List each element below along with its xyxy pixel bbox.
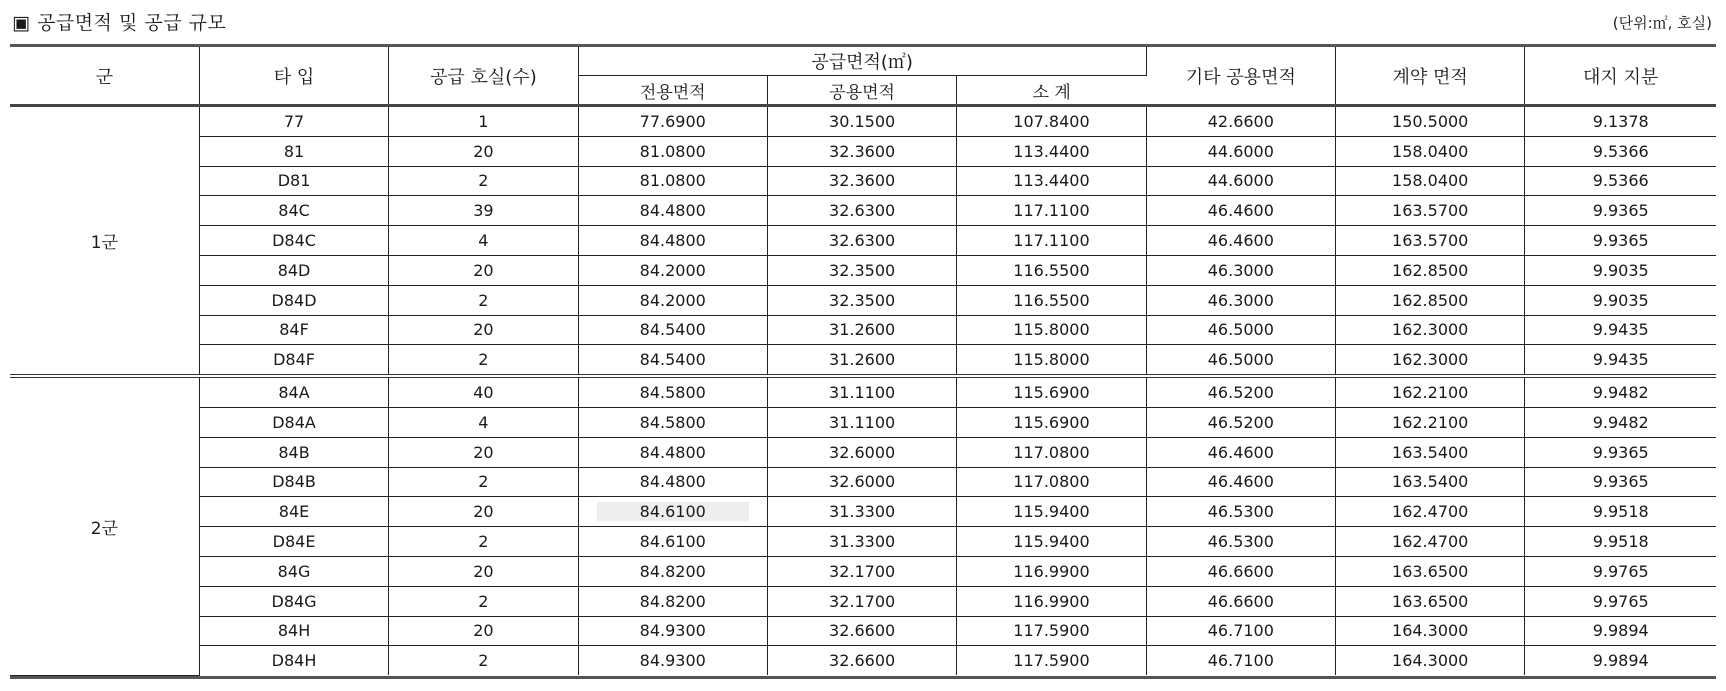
col-header-supply-area: 공급면적(㎡) [578, 47, 1146, 76]
contract-area-cell: 163.6500 [1336, 586, 1525, 616]
type-cell: 84E [199, 497, 388, 527]
units-cell: 2 [389, 345, 578, 376]
col-header-land-share: 대지 지분 [1525, 47, 1716, 106]
group-cell: 1군 [10, 106, 199, 377]
other-common-area-cell: 42.6600 [1146, 106, 1335, 137]
exclusive-area-cell: 84.5800 [578, 376, 767, 407]
common-area-cell: 32.1700 [767, 556, 956, 586]
subtotal-cell: 113.4400 [957, 166, 1146, 196]
common-area-cell: 32.6600 [767, 616, 956, 646]
type-cell: D84A [199, 407, 388, 437]
group-cell: 2군 [10, 376, 199, 675]
units-cell: 2 [389, 166, 578, 196]
subtotal-cell: 113.4400 [957, 136, 1146, 166]
table-row [10, 527, 1716, 557]
subtotal-cell: 117.1100 [957, 226, 1146, 256]
other-common-area-cell: 46.3000 [1146, 285, 1335, 315]
exclusive-area-cell: 84.2000 [578, 285, 767, 315]
table-row [10, 586, 1716, 616]
type-cell: 84D [199, 255, 388, 285]
exclusive-area-cell: 84.2000 [578, 255, 767, 285]
other-common-area-cell: 46.4600 [1146, 467, 1335, 497]
contract-area-cell: 164.3000 [1336, 616, 1525, 646]
contract-area-cell: 162.2100 [1336, 376, 1525, 407]
exclusive-area-cell: 84.9300 [578, 646, 767, 675]
table-row [10, 255, 1716, 285]
common-area-cell: 31.2600 [767, 345, 956, 376]
units-cell: 20 [389, 616, 578, 646]
square-bullet-icon: ▣ [12, 12, 31, 34]
land-share-cell: 9.9765 [1525, 556, 1716, 586]
table-row [10, 285, 1716, 315]
common-area-cell: 32.3500 [767, 285, 956, 315]
type-cell: 84C [199, 196, 388, 226]
table-row [10, 467, 1716, 497]
units-cell: 20 [389, 315, 578, 345]
units-cell: 1 [389, 106, 578, 137]
table-row [10, 345, 1716, 376]
other-common-area-cell: 46.4600 [1146, 437, 1335, 467]
land-share-cell: 9.5366 [1525, 166, 1716, 196]
contract-area-cell: 158.0400 [1336, 136, 1525, 166]
common-area-cell: 31.1100 [767, 407, 956, 437]
land-share-cell: 9.9482 [1525, 376, 1716, 407]
supply-area-table [10, 44, 1716, 679]
subtotal-cell: 115.6900 [957, 376, 1146, 407]
common-area-cell: 32.6600 [767, 646, 956, 675]
subtotal-cell: 115.8000 [957, 315, 1146, 345]
table-row [10, 315, 1716, 345]
other-common-area-cell: 46.6600 [1146, 556, 1335, 586]
contract-area-cell: 162.8500 [1336, 255, 1525, 285]
land-share-cell: 9.9365 [1525, 467, 1716, 497]
units-cell: 2 [389, 285, 578, 315]
common-area-cell: 31.2600 [767, 315, 956, 345]
subtotal-cell: 115.8000 [957, 345, 1146, 376]
units-cell: 4 [389, 407, 578, 437]
other-common-area-cell: 46.5200 [1146, 376, 1335, 407]
land-share-cell: 9.5366 [1525, 136, 1716, 166]
subtotal-cell: 117.5900 [957, 646, 1146, 675]
type-cell: 77 [199, 106, 388, 137]
exclusive-area-cell: 84.9300 [578, 616, 767, 646]
land-share-cell: 9.9035 [1525, 285, 1716, 315]
common-area-cell: 32.6300 [767, 196, 956, 226]
other-common-area-cell: 46.4600 [1146, 196, 1335, 226]
table-row [10, 226, 1716, 256]
exclusive-area-cell: 77.6900 [578, 106, 767, 137]
type-cell: D81 [199, 166, 388, 196]
common-area-cell: 31.3300 [767, 497, 956, 527]
subtotal-cell: 117.0800 [957, 467, 1146, 497]
land-share-cell: 9.9518 [1525, 497, 1716, 527]
type-cell: D84G [199, 586, 388, 616]
table-row [10, 136, 1716, 166]
table-row [10, 437, 1716, 467]
units-cell: 39 [389, 196, 578, 226]
exclusive-area-cell: 84.8200 [578, 556, 767, 586]
units-cell: 2 [389, 467, 578, 497]
table-row [10, 106, 1716, 137]
subtotal-cell: 116.5500 [957, 285, 1146, 315]
land-share-cell: 9.9365 [1525, 437, 1716, 467]
section-header [12, 6, 1712, 36]
exclusive-area-cell: 84.4800 [578, 196, 767, 226]
land-share-cell: 9.9518 [1525, 527, 1716, 557]
contract-area-cell: 158.0400 [1336, 166, 1525, 196]
common-area-cell: 32.6300 [767, 226, 956, 256]
land-share-cell: 9.9482 [1525, 407, 1716, 437]
type-cell: D84D [199, 285, 388, 315]
contract-area-cell: 162.4700 [1336, 527, 1525, 557]
subtotal-cell: 117.5900 [957, 616, 1146, 646]
exclusive-area-cell: 84.4800 [578, 467, 767, 497]
section-title-text: 공급면적 및 공급 규모 [37, 12, 227, 34]
exclusive-area-cell: 84.5800 [578, 407, 767, 437]
other-common-area-cell: 46.5000 [1146, 345, 1335, 376]
units-cell: 40 [389, 376, 578, 407]
land-share-cell: 9.9365 [1525, 196, 1716, 226]
col-header-type: 타 입 [199, 47, 388, 106]
other-common-area-cell: 46.7100 [1146, 616, 1335, 646]
units-cell: 20 [389, 437, 578, 467]
exclusive-area-cell: 84.5400 [578, 315, 767, 345]
subtotal-cell: 115.9400 [957, 497, 1146, 527]
exclusive-area-cell: 84.6100 [578, 527, 767, 557]
exclusive-area-cell: 84.4800 [578, 226, 767, 256]
subtotal-cell: 116.9900 [957, 556, 1146, 586]
table-body [10, 106, 1716, 676]
table-row [10, 196, 1716, 226]
other-common-area-cell: 46.4600 [1146, 226, 1335, 256]
common-area-cell: 32.1700 [767, 586, 956, 616]
type-cell: D84H [199, 646, 388, 675]
supply-table [10, 47, 1716, 676]
contract-area-cell: 163.5700 [1336, 226, 1525, 256]
col-header-contract: 계약 면적 [1336, 47, 1525, 106]
exclusive-area-cell: 84.4800 [578, 437, 767, 467]
common-area-cell: 32.3600 [767, 136, 956, 166]
units-cell: 20 [389, 255, 578, 285]
col-header-other-common: 기타 공용면적 [1146, 47, 1335, 106]
type-cell: 84H [199, 616, 388, 646]
highlighted-value: 84.6100 [597, 502, 749, 521]
land-share-cell: 9.9435 [1525, 315, 1716, 345]
table-row [10, 556, 1716, 586]
contract-area-cell: 162.3000 [1336, 315, 1525, 345]
table-row [10, 376, 1716, 407]
common-area-cell: 30.1500 [767, 106, 956, 137]
contract-area-cell: 163.5700 [1336, 196, 1525, 226]
type-cell: D84C [199, 226, 388, 256]
land-share-cell: 9.1378 [1525, 106, 1716, 137]
units-cell: 20 [389, 556, 578, 586]
exclusive-area-cell: 84.8200 [578, 586, 767, 616]
col-header-units: 공급 호실(수) [389, 47, 578, 106]
exclusive-area-cell: 84.5400 [578, 345, 767, 376]
units-cell: 2 [389, 646, 578, 675]
type-cell: D84E [199, 527, 388, 557]
table-row [10, 616, 1716, 646]
col-header-common: 공용면적 [767, 76, 956, 106]
land-share-cell: 9.9765 [1525, 586, 1716, 616]
common-area-cell: 31.1100 [767, 376, 956, 407]
exclusive-area-cell: 81.0800 [578, 136, 767, 166]
units-cell: 20 [389, 136, 578, 166]
subtotal-cell: 115.6900 [957, 407, 1146, 437]
table-row [10, 407, 1716, 437]
unit-note: (단위:㎡, 호실) [1612, 14, 1712, 32]
exclusive-area-cell: 81.0800 [578, 166, 767, 196]
table-row [10, 497, 1716, 527]
contract-area-cell: 162.3000 [1336, 345, 1525, 376]
subtotal-cell: 117.0800 [957, 437, 1146, 467]
units-cell: 2 [389, 586, 578, 616]
type-cell: 84G [199, 556, 388, 586]
table-row [10, 646, 1716, 675]
common-area-cell: 32.3500 [767, 255, 956, 285]
units-cell: 4 [389, 226, 578, 256]
other-common-area-cell: 46.7100 [1146, 646, 1335, 675]
units-cell: 2 [389, 527, 578, 557]
contract-area-cell: 162.4700 [1336, 497, 1525, 527]
common-area-cell: 31.3300 [767, 527, 956, 557]
other-common-area-cell: 46.6600 [1146, 586, 1335, 616]
land-share-cell: 9.9894 [1592, 651, 1649, 671]
type-cell: 84F [199, 315, 388, 345]
type-cell: 81 [199, 136, 388, 166]
section-title [12, 8, 226, 35]
common-area-cell: 32.6000 [767, 467, 956, 497]
land-share-cell: 9.9894 [1525, 616, 1716, 646]
contract-area-cell: 164.3000 [1336, 646, 1525, 675]
other-common-area-cell: 46.5200 [1146, 407, 1335, 437]
other-common-area-cell: 44.6000 [1146, 166, 1335, 196]
type-cell: D84F [199, 345, 388, 376]
common-area-cell: 32.3600 [767, 166, 956, 196]
col-header-exclusive: 전용면적 [578, 76, 767, 106]
type-cell: 84A [199, 376, 388, 407]
contract-area-cell: 162.2100 [1336, 407, 1525, 437]
common-area-cell: 32.6000 [767, 437, 956, 467]
land-share-cell: 9.9365 [1525, 226, 1716, 256]
exclusive-area-cell [578, 497, 767, 527]
other-common-area-cell: 46.5300 [1146, 527, 1335, 557]
contract-area-cell: 162.8500 [1336, 285, 1525, 315]
table-header [10, 47, 1716, 106]
subtotal-cell: 115.9400 [957, 527, 1146, 557]
subtotal-cell: 107.8400 [957, 106, 1146, 137]
contract-area-cell: 150.5000 [1336, 106, 1525, 137]
subtotal-cell: 116.9900 [957, 586, 1146, 616]
type-cell: D84B [199, 467, 388, 497]
type-cell: 84B [199, 437, 388, 467]
subtotal-cell: 117.1100 [957, 196, 1146, 226]
land-share-cell: 9.9035 [1525, 255, 1716, 285]
other-common-area-cell: 44.6000 [1146, 136, 1335, 166]
units-cell: 20 [389, 497, 578, 527]
land-share-cell: 9.9435 [1525, 345, 1716, 376]
col-header-group: 군 [10, 47, 199, 106]
other-common-area-cell: 46.3000 [1146, 255, 1335, 285]
col-header-subtotal: 소 계 [957, 76, 1146, 106]
contract-area-cell: 163.5400 [1336, 467, 1525, 497]
other-common-area-cell: 46.5300 [1146, 497, 1335, 527]
contract-area-cell: 163.5400 [1336, 437, 1525, 467]
subtotal-cell: 116.5500 [957, 255, 1146, 285]
table-row [10, 166, 1716, 196]
other-common-area-cell: 46.5000 [1146, 315, 1335, 345]
contract-area-cell: 163.6500 [1336, 556, 1525, 586]
